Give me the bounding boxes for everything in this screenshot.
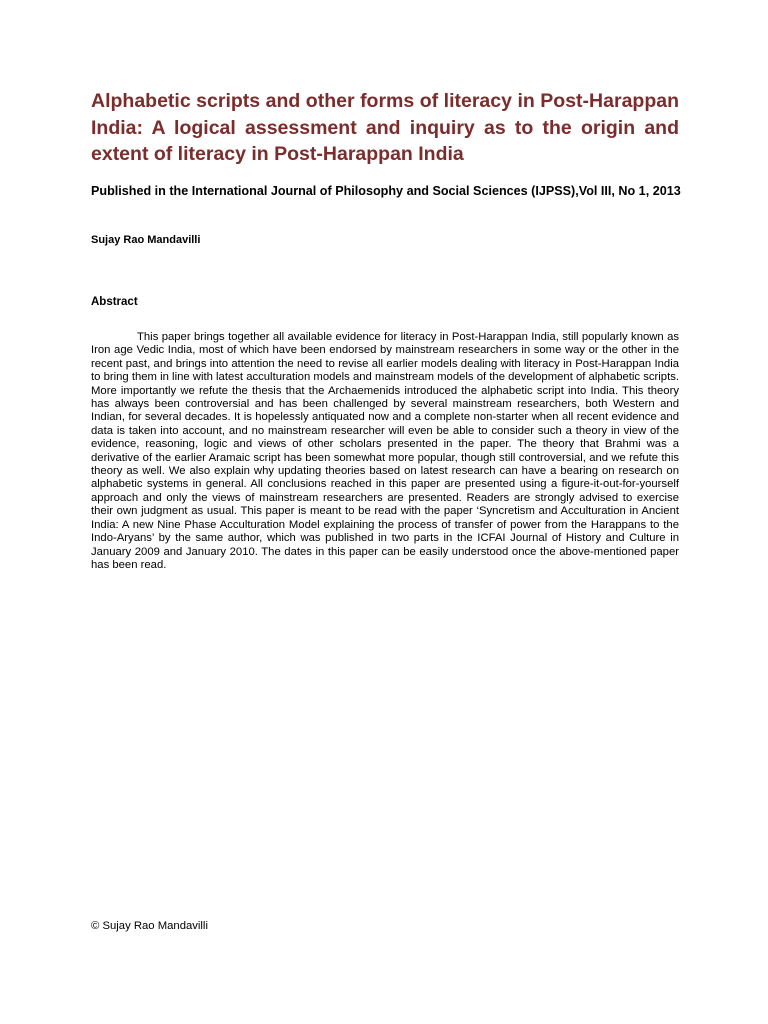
publication-info: Published in the International Journal of Philosophy and Social Sciences (IJPSS),Vol III, No 1, 2013 — [91, 184, 681, 198]
paper-title: Alphabetic scripts and other forms of literacy in Post-Harappan India: A logical assessment and inquiry as to the origin and extent of literacy in Post-Harappan India — [91, 90, 679, 165]
author-name: Sujay Rao Mandavilli — [91, 234, 201, 246]
abstract-heading: Abstract — [91, 296, 138, 308]
abstract-body: This paper brings together all available evidence for literacy in Post-Harappan India, still popularly known as Iron age Vedic India, most of which have been endorsed by mainstream researchers in some way or the other in the recent past, and brings into attention the need to revise all earlier models dealing with literacy in Post-Harappan India to bring them in line with latest acculturation models and mainstream models of the development of alphabetic scripts. More importantly we refute the thesis that the Archaemenids introduced the alphabetic script into India. This theory has always been controversial and has been challenged by several mainstream researchers, both Western and Indian, for several decades. It is hopelessly antiquated now and a complete non-starter when all recent evidence and data is taken into account, and no mainstream researcher will even be able to consider such a theory in view of the evidence, reasoning, logic and views of other scholars presented in the paper. The theory that Brahmi was a derivative of the earlier Aramaic script has been somewhat more popular, though still controversial, and we refute this theory as well. We also explain why updating theories based on latest research can have a bearing on research on alphabetic systems in general. All conclusions reached in this paper are presented using a figure-it-out-for-yourself approach and only the views of mainstream researchers are presented. Readers are strongly advised to exercise their own judgment as usual. This paper is meant to be read with the paper ‘Syncretism and Acculturation in Ancient India: A new Nine Phase Acculturation Model explaining the process of transfer of power from the Harappans to the Indo-Aryans’ by the same author, which was published in two parts in the ICFAI Journal of History and Culture in January 2009 and January 2010. The dates in this paper can be easily understood once the above-mentioned paper has been read. — [91, 331, 679, 571]
copyright-footer: © Sujay Rao Mandavilli — [91, 920, 208, 932]
